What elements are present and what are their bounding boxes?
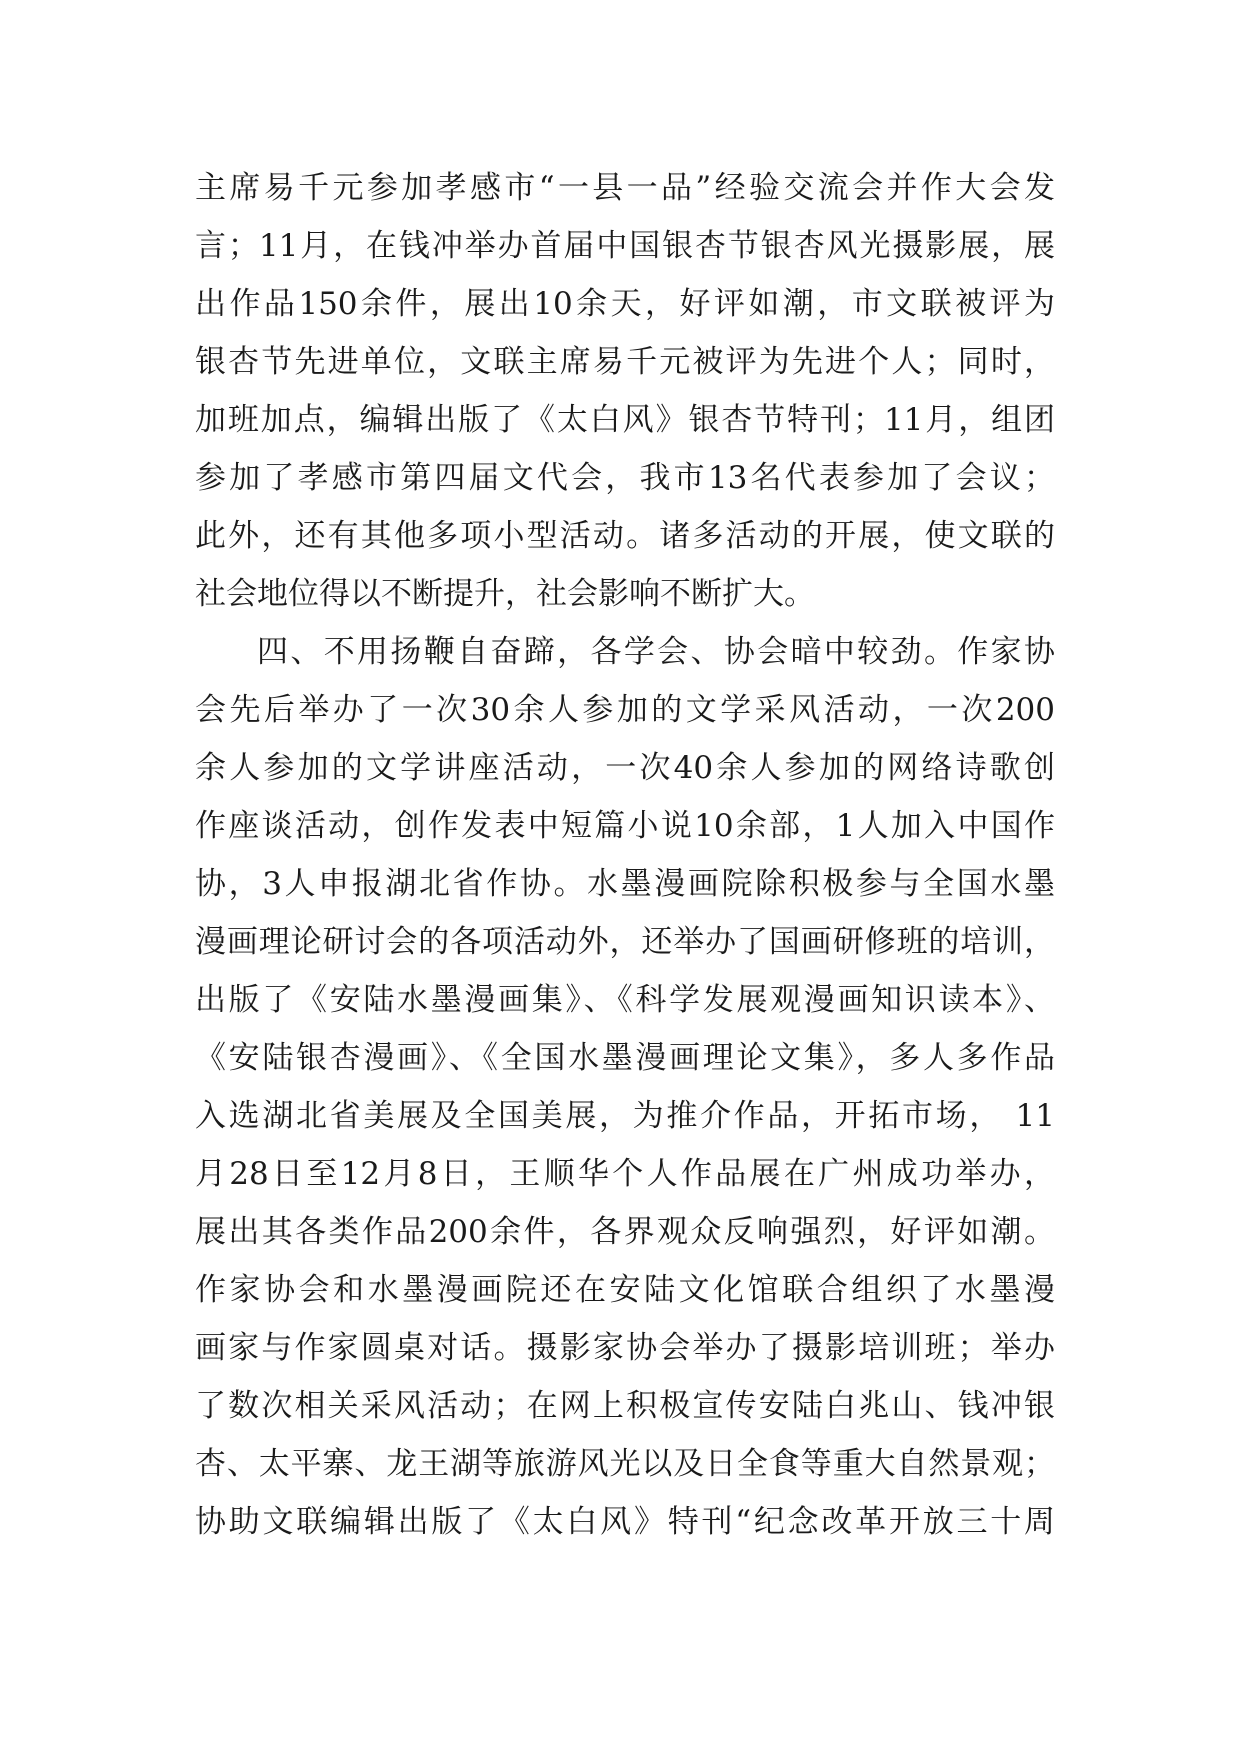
text-line-2: 言；11月，在钱冲举办首届中国银杏节银杏风光摄影展，展 [195,228,1055,264]
text-line-17: 入选湖北省美展及全国美展，为推介作品，开拓市场， 11 [195,1098,1055,1134]
text-line-12: 作座谈活动，创作发表中短篇小说10余部，1人加入中国作 [195,808,1055,844]
text-line-1: 主席易千元参加孝感市“一县一品”经验交流会并作大会发 [195,170,1055,206]
text-line-20: 作家协会和水墨漫画院还在安陆文化馆联合组织了水墨漫 [195,1272,1055,1308]
text-line-4: 银杏节先进单位，文联主席易千元被评为先进个人；同时， [195,344,1055,380]
text-line-3: 出作品150余件，展出10余天，好评如潮，市文联被评为 [195,286,1055,322]
text-line-23: 杏、太平寨、龙王湖等旅游风光以及日全食等重大自然景观； [195,1446,1055,1482]
text-line-6: 参加了孝感市第四届文代会，我市13名代表参加了会议； [195,460,1055,496]
text-line-19: 展出其各类作品200余件，各界观众反响强烈，好评如潮。 [195,1214,1055,1250]
text-line-16: 《安陆银杏漫画》、《全国水墨漫画理论文集》，多人多作品 [195,1040,1055,1076]
text-line-10: 会先后举办了一次30余人参加的文学采风活动，一次200 [195,692,1055,728]
text-line-18: 月28日至12月8日，王顺华个人作品展在广州成功举办， [195,1156,1055,1192]
text-line-7: 此外，还有其他多项小型活动。诸多活动的开展，使文联的 [195,518,1055,554]
text-line-5: 加班加点，编辑出版了《太白风》银杏节特刊；11月，组团 [195,402,1055,438]
text-line-14: 漫画理论研讨会的各项活动外，还举办了国画研修班的培训， [195,924,1055,960]
text-line-22: 了数次相关采风活动；在网上积极宣传安陆白兆山、钱冲银 [195,1388,1055,1424]
text-line-8: 社会地位得以不断提升，社会影响不断扩大。 [195,576,815,612]
text-line-24: 协助文联编辑出版了《太白风》特刊“纪念改革开放三十周 [195,1504,1055,1540]
text-line-9: 四、不用扬鞭自奋蹄，各学会、协会暗中较劲。作家协 [257,634,1055,670]
text-line-15: 出版了《安陆水墨漫画集》、《科学发展观漫画知识读本》、 [195,982,1055,1018]
text-line-13: 协，3人申报湖北省作协。水墨漫画院除积极参与全国水墨 [195,866,1055,902]
text-line-11: 余人参加的文学讲座活动，一次40余人参加的网络诗歌创 [195,750,1055,786]
text-line-21: 画家与作家圆桌对话。摄影家协会举办了摄影培训班；举办 [195,1330,1055,1366]
